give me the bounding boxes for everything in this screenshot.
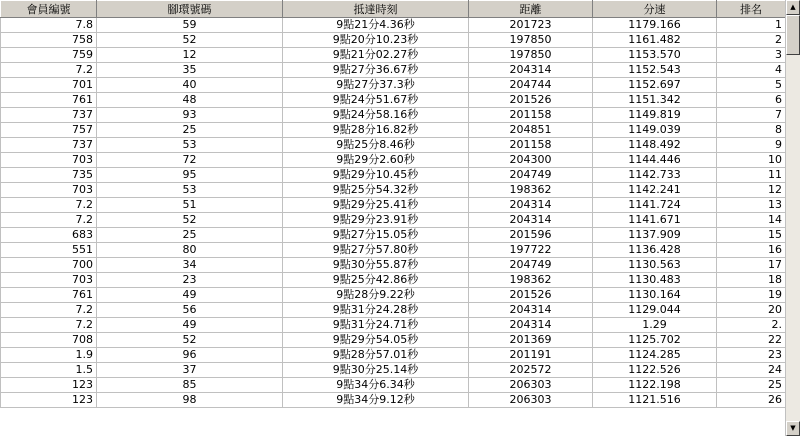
speed-cell: 1152.543 xyxy=(593,63,717,78)
table-row[interactable] xyxy=(1,333,786,348)
rank-cell: 14 xyxy=(717,213,786,228)
arrival-time-cell: 9點25分42.86秒 xyxy=(283,273,469,288)
speed-cell: 1136.428 xyxy=(593,243,717,258)
table-row[interactable] xyxy=(1,243,786,258)
member-id-cell: 703 xyxy=(1,153,97,168)
member-id-cell: 708 xyxy=(1,333,97,348)
table-row[interactable] xyxy=(1,213,786,228)
rank-cell: 26 xyxy=(717,393,786,408)
speed-cell: 1122.526 xyxy=(593,363,717,378)
distance-cell: 206303 xyxy=(469,393,593,408)
table-row[interactable] xyxy=(1,33,786,48)
table-row[interactable] xyxy=(1,153,786,168)
member-id-cell: 1.9 xyxy=(1,348,97,363)
member-id-cell: 7.2 xyxy=(1,303,97,318)
member-id-cell: 7.2 xyxy=(1,198,97,213)
distance-cell: 204749 xyxy=(469,258,593,273)
rank-cell: 23 xyxy=(717,348,786,363)
header-row xyxy=(1,1,786,18)
ring-number-cell: 35 xyxy=(97,63,283,78)
ring-number-cell: 40 xyxy=(97,78,283,93)
arrival-time-cell: 9點28分16.82秒 xyxy=(283,123,469,138)
ring-number-cell: 51 xyxy=(97,198,283,213)
column-header-distance[interactable]: 距離 xyxy=(469,1,593,18)
ring-number-cell: 56 xyxy=(97,303,283,318)
ring-number-cell: 96 xyxy=(97,348,283,363)
table-row[interactable] xyxy=(1,318,786,333)
rank-cell: 11 xyxy=(717,168,786,183)
column-header-arrival-time[interactable]: 抵達時刻 xyxy=(283,1,469,18)
speed-cell: 1142.733 xyxy=(593,168,717,183)
distance-cell: 201723 xyxy=(469,18,593,33)
distance-cell: 204314 xyxy=(469,318,593,333)
distance-cell: 204744 xyxy=(469,78,593,93)
member-id-cell: 700 xyxy=(1,258,97,273)
ring-number-cell: 52 xyxy=(97,33,283,48)
arrival-time-cell: 9點27分57.80秒 xyxy=(283,243,469,258)
member-id-cell: 758 xyxy=(1,33,97,48)
arrival-time-cell: 9點25分54.32秒 xyxy=(283,183,469,198)
ring-number-cell: 34 xyxy=(97,258,283,273)
arrival-time-cell: 9點30分55.87秒 xyxy=(283,258,469,273)
ring-number-cell: 59 xyxy=(97,18,283,33)
table-row[interactable] xyxy=(1,138,786,153)
arrival-time-cell: 9點29分54.05秒 xyxy=(283,333,469,348)
speed-cell: 1151.342 xyxy=(593,93,717,108)
distance-cell: 201369 xyxy=(469,333,593,348)
speed-cell: 1149.819 xyxy=(593,108,717,123)
distance-cell: 201158 xyxy=(469,108,593,123)
speed-cell: 1153.570 xyxy=(593,48,717,63)
arrival-time-cell: 9點30分25.14秒 xyxy=(283,363,469,378)
member-id-cell: 701 xyxy=(1,78,97,93)
distance-cell: 206303 xyxy=(469,378,593,393)
speed-cell: 1141.724 xyxy=(593,198,717,213)
speed-cell: 1144.446 xyxy=(593,153,717,168)
ring-number-cell: 53 xyxy=(97,138,283,153)
rank-cell: 22 xyxy=(717,333,786,348)
distance-cell: 204314 xyxy=(469,198,593,213)
distance-cell: 201158 xyxy=(469,138,593,153)
table-row[interactable] xyxy=(1,393,786,408)
table-row[interactable] xyxy=(1,378,786,393)
member-id-cell: 7.2 xyxy=(1,63,97,78)
speed-cell: 1137.909 xyxy=(593,228,717,243)
arrival-time-cell: 9點31分24.28秒 xyxy=(283,303,469,318)
table-row[interactable] xyxy=(1,183,786,198)
scroll-thumb[interactable] xyxy=(786,15,800,55)
arrival-time-cell: 9點28分57.01秒 xyxy=(283,348,469,363)
triangle-up-icon: ▲ xyxy=(790,3,796,11)
speed-cell: 1121.516 xyxy=(593,393,717,408)
ring-number-cell: 12 xyxy=(97,48,283,63)
ring-number-cell: 25 xyxy=(97,228,283,243)
speed-cell: 1129.044 xyxy=(593,303,717,318)
column-header-rank[interactable]: 排名 xyxy=(717,1,786,18)
rank-cell: 3 xyxy=(717,48,786,63)
ring-number-cell: 23 xyxy=(97,273,283,288)
rank-cell: 20 xyxy=(717,303,786,318)
scroll-down-button[interactable] xyxy=(786,421,800,436)
rank-cell: 15 xyxy=(717,228,786,243)
arrival-time-cell: 9點24分51.67秒 xyxy=(283,93,469,108)
column-header-ring-number[interactable]: 腳環號碼 xyxy=(97,1,283,18)
arrival-time-cell: 9點21分4.36秒 xyxy=(283,18,469,33)
rank-cell: 25 xyxy=(717,378,786,393)
distance-cell: 204851 xyxy=(469,123,593,138)
table-row[interactable] xyxy=(1,258,786,273)
ring-number-cell: 37 xyxy=(97,363,283,378)
rank-cell: 2. xyxy=(717,318,786,333)
arrival-time-cell: 9點31分24.71秒 xyxy=(283,318,469,333)
triangle-down-icon: ▼ xyxy=(790,424,796,432)
arrival-time-cell: 9點29分25.41秒 xyxy=(283,198,469,213)
table-row[interactable] xyxy=(1,288,786,303)
member-id-cell: 123 xyxy=(1,393,97,408)
member-id-cell: 551 xyxy=(1,243,97,258)
speed-cell: 1125.702 xyxy=(593,333,717,348)
rank-cell: 12 xyxy=(717,183,786,198)
arrival-time-cell: 9點24分58.16秒 xyxy=(283,108,469,123)
table-row[interactable] xyxy=(1,93,786,108)
speed-cell: 1148.492 xyxy=(593,138,717,153)
rank-cell: 19 xyxy=(717,288,786,303)
ring-number-cell: 95 xyxy=(97,168,283,183)
ring-number-cell: 48 xyxy=(97,93,283,108)
rank-cell: 24 xyxy=(717,363,786,378)
member-id-cell: 761 xyxy=(1,288,97,303)
table-row[interactable] xyxy=(1,78,786,93)
ring-number-cell: 93 xyxy=(97,108,283,123)
distance-cell: 198362 xyxy=(469,273,593,288)
arrival-time-cell: 9點34分9.12秒 xyxy=(283,393,469,408)
speed-cell: 1130.563 xyxy=(593,258,717,273)
ring-number-cell: 80 xyxy=(97,243,283,258)
column-header-member-id[interactable]: 會員編號 xyxy=(1,1,97,18)
ring-number-cell: 53 xyxy=(97,183,283,198)
arrival-time-cell: 9點27分36.67秒 xyxy=(283,63,469,78)
ring-number-cell: 25 xyxy=(97,123,283,138)
distance-cell: 198362 xyxy=(469,183,593,198)
member-id-cell: 7.2 xyxy=(1,213,97,228)
arrival-time-cell: 9點28分9.22秒 xyxy=(283,288,469,303)
ring-number-cell: 49 xyxy=(97,288,283,303)
member-id-cell: 683 xyxy=(1,228,97,243)
distance-cell: 197850 xyxy=(469,48,593,63)
ring-number-cell: 52 xyxy=(97,333,283,348)
member-id-cell: 735 xyxy=(1,168,97,183)
table-row[interactable] xyxy=(1,48,786,63)
member-id-cell: 123 xyxy=(1,378,97,393)
speed-cell: 1142.241 xyxy=(593,183,717,198)
arrival-time-cell: 9點21分02.27秒 xyxy=(283,48,469,63)
rank-cell: 8 xyxy=(717,123,786,138)
distance-cell: 204314 xyxy=(469,213,593,228)
distance-cell: 201526 xyxy=(469,288,593,303)
distance-cell: 202572 xyxy=(469,363,593,378)
speed-cell: 1130.164 xyxy=(593,288,717,303)
distance-cell: 201596 xyxy=(469,228,593,243)
distance-cell: 197850 xyxy=(469,33,593,48)
rank-cell: 4 xyxy=(717,63,786,78)
table-row[interactable] xyxy=(1,108,786,123)
column-header-speed[interactable]: 分速 xyxy=(593,1,717,18)
speed-cell: 1122.198 xyxy=(593,378,717,393)
arrival-time-cell: 9點27分15.05秒 xyxy=(283,228,469,243)
table-row[interactable] xyxy=(1,123,786,138)
rank-cell: 16 xyxy=(717,243,786,258)
distance-cell: 204314 xyxy=(469,63,593,78)
speed-cell: 1124.285 xyxy=(593,348,717,363)
table-row[interactable] xyxy=(1,168,786,183)
distance-cell: 201191 xyxy=(469,348,593,363)
rank-cell: 5 xyxy=(717,78,786,93)
member-id-cell: 737 xyxy=(1,138,97,153)
speed-cell: 1130.483 xyxy=(593,273,717,288)
rank-cell: 1 xyxy=(717,18,786,33)
ring-number-cell: 98 xyxy=(97,393,283,408)
member-id-cell: 7.2 xyxy=(1,318,97,333)
table-row[interactable] xyxy=(1,273,786,288)
arrival-time-cell: 9點20分10.23秒 xyxy=(283,33,469,48)
speed-cell: 1152.697 xyxy=(593,78,717,93)
rank-cell: 9 xyxy=(717,138,786,153)
distance-cell: 197722 xyxy=(469,243,593,258)
table-row[interactable] xyxy=(1,63,786,78)
member-id-cell: 1.5 xyxy=(1,363,97,378)
member-id-cell: 7.8 xyxy=(1,18,97,33)
member-id-cell: 737 xyxy=(1,108,97,123)
rank-cell: 17 xyxy=(717,258,786,273)
ring-number-cell: 49 xyxy=(97,318,283,333)
member-id-cell: 703 xyxy=(1,183,97,198)
member-id-cell: 703 xyxy=(1,273,97,288)
arrival-time-cell: 9點34分6.34秒 xyxy=(283,378,469,393)
rank-cell: 7 xyxy=(717,108,786,123)
arrival-time-cell: 9點29分23.91秒 xyxy=(283,213,469,228)
arrival-time-cell: 9點29分10.45秒 xyxy=(283,168,469,183)
speed-cell: 1149.039 xyxy=(593,123,717,138)
ring-number-cell: 72 xyxy=(97,153,283,168)
speed-cell: 1161.482 xyxy=(593,33,717,48)
rank-cell: 10 xyxy=(717,153,786,168)
vertical-scrollbar[interactable] xyxy=(785,0,800,436)
table-row[interactable] xyxy=(1,363,786,378)
distance-cell: 204749 xyxy=(469,168,593,183)
table-row[interactable] xyxy=(1,303,786,318)
speed-cell: 1179.166 xyxy=(593,18,717,33)
speed-cell: 1.29 xyxy=(593,318,717,333)
rank-cell: 6 xyxy=(717,93,786,108)
arrival-time-cell: 9點29分2.60秒 xyxy=(283,153,469,168)
distance-cell: 204300 xyxy=(469,153,593,168)
distance-cell: 201526 xyxy=(469,93,593,108)
member-id-cell: 759 xyxy=(1,48,97,63)
member-id-cell: 757 xyxy=(1,123,97,138)
table-row[interactable] xyxy=(1,18,786,33)
rank-cell: 13 xyxy=(717,198,786,213)
ring-number-cell: 52 xyxy=(97,213,283,228)
table-row[interactable] xyxy=(1,348,786,363)
distance-cell: 204314 xyxy=(469,303,593,318)
table-row[interactable] xyxy=(1,198,786,213)
rank-cell: 18 xyxy=(717,273,786,288)
ring-number-cell: 85 xyxy=(97,378,283,393)
rank-cell: 2 xyxy=(717,33,786,48)
arrival-time-cell: 9點25分8.46秒 xyxy=(283,138,469,153)
arrival-time-cell: 9點27分37.3秒 xyxy=(283,78,469,93)
speed-cell: 1141.671 xyxy=(593,213,717,228)
table-row[interactable] xyxy=(1,228,786,243)
scroll-up-button[interactable] xyxy=(786,0,800,15)
member-id-cell: 761 xyxy=(1,93,97,108)
